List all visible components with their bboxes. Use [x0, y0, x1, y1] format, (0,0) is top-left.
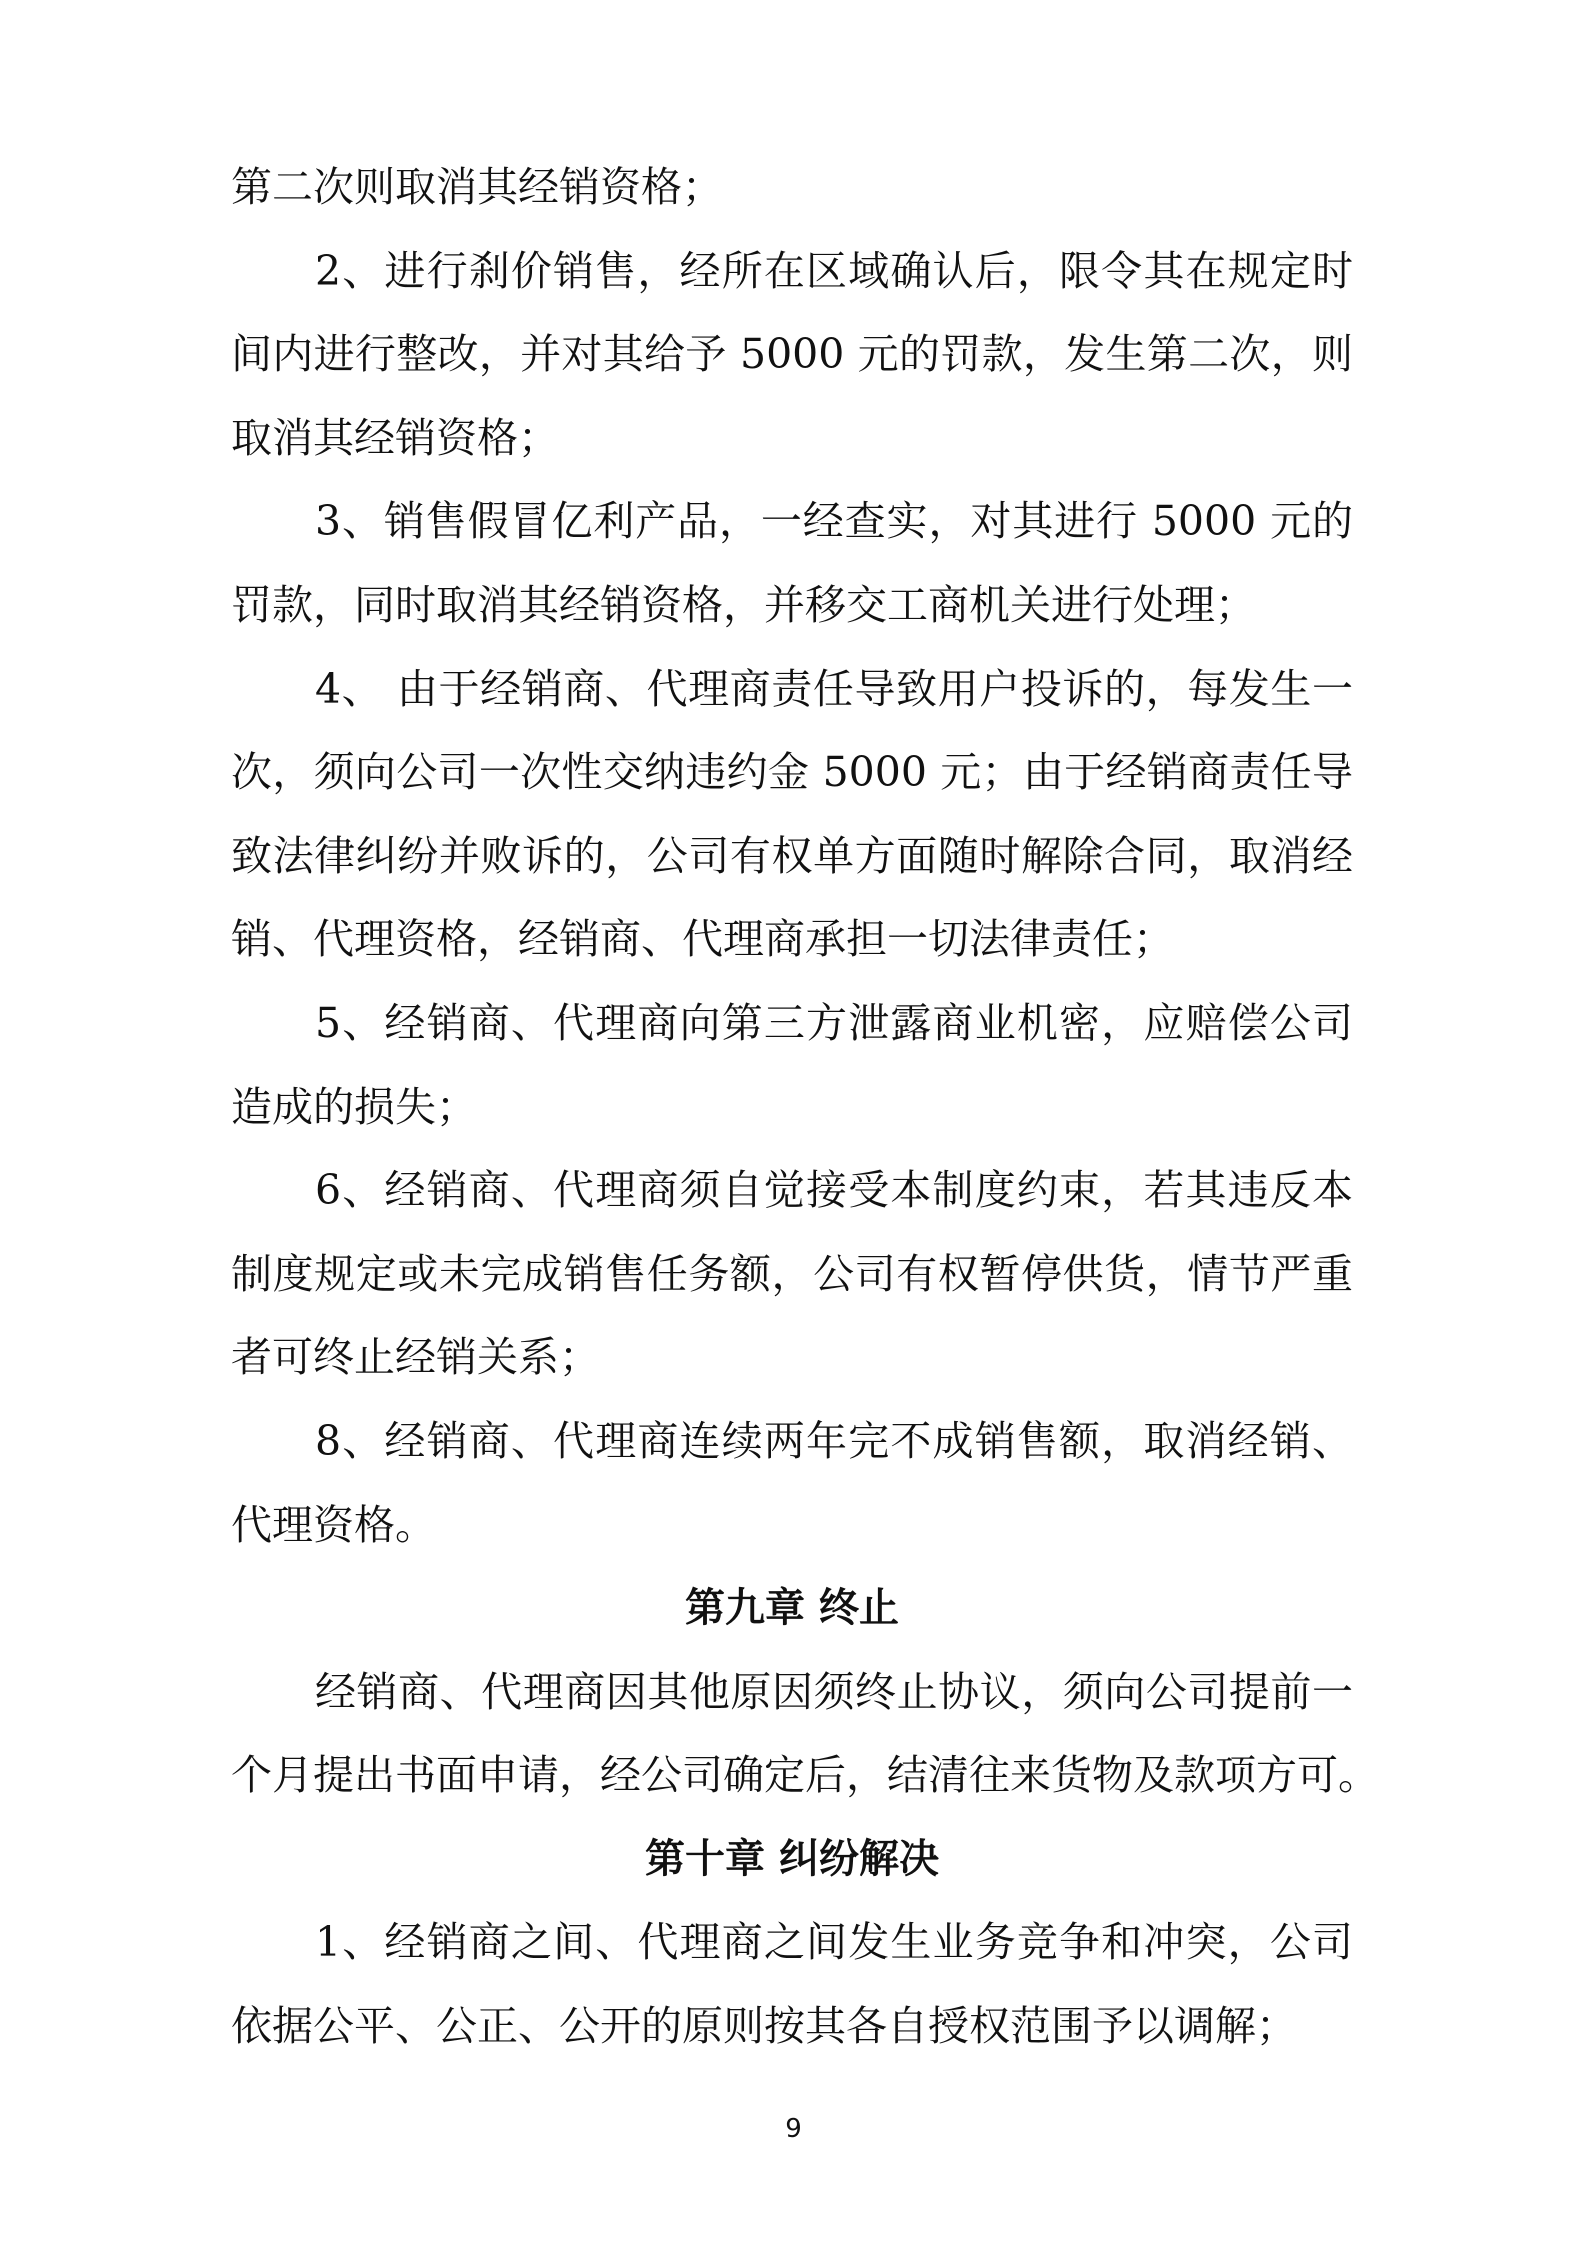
- text-line: 第二次则取消其经销资格；: [231, 163, 723, 211]
- clause-8-line-2: 代理资格。: [231, 1500, 436, 1549]
- clause-2-line-3: 取消其经销资格；: [231, 413, 559, 462]
- clause-4-line-2: 次，须向公司一次性交纳违约金 5000 元；由于经销商责任导: [231, 748, 1353, 797]
- chapter-9-para-line-2: 个月提出书面申请，经公司确定后，结清往来货物及款项方可。: [231, 1751, 1379, 1800]
- clause-2-line-2: 间内进行整改，并对其给予 5000 元的罚款，发生第二次，则: [231, 330, 1353, 379]
- clause-3-line-2: 罚款，同时取消其经销资格，并移交工商机关进行处理；: [231, 580, 1256, 629]
- clause-6-line-2: 制度规定或未完成销售任务额，公司有权暂停供货，情节严重: [231, 1249, 1353, 1298]
- clause-5-line-2: 造成的损失；: [231, 1082, 477, 1131]
- clause-8-line-1: 8、经销商、代理商连续两年完不成销售额，取消经销、: [315, 1416, 1353, 1465]
- clause-3-line-1: 3、销售假冒亿利产品，一经查实，对其进行 5000 元的: [315, 497, 1353, 546]
- chapter-9-para-line-1: 经销商、代理商因其他原因须终止协议，须向公司提前一: [315, 1667, 1353, 1716]
- chapter-10-heading: 第十章 纠纷解决: [645, 1835, 939, 1882]
- clause-4-line-1: 4、 由于经销商、代理商责任导致用户投诉的，每发生一: [315, 664, 1353, 713]
- clause-5-line-1: 5、经销商、代理商向第三方泄露商业机密，应赔偿公司: [315, 998, 1353, 1047]
- clause-4-line-3: 致法律纠纷并败诉的，公司有权单方面随时解除合同，取消经: [231, 831, 1353, 880]
- clause-6-line-3: 者可终止经销关系；: [231, 1333, 600, 1382]
- clause-6-line-1: 6、经销商、代理商须自觉接受本制度约束，若其违反本: [315, 1166, 1353, 1215]
- chapter-10-clause-1-line-2: 依据公平、公正、公开的原则按其各自授权范围予以调解；: [231, 2002, 1297, 2051]
- chapter-9-heading: 第九章 终止: [685, 1585, 899, 1632]
- page-number: 9: [785, 2114, 802, 2144]
- document-body: [231, 146, 1379, 2069]
- clause-4-line-4: 销、代理资格，经销商、代理商承担一切法律责任；: [231, 915, 1174, 964]
- clause-2-line-1: 2、进行刹价销售，经所在区域确认后，限令其在规定时: [315, 246, 1353, 295]
- chapter-10-clause-1-line-1: 1、经销商之间、代理商之间发生业务竞争和冲突，公司: [315, 1918, 1353, 1967]
